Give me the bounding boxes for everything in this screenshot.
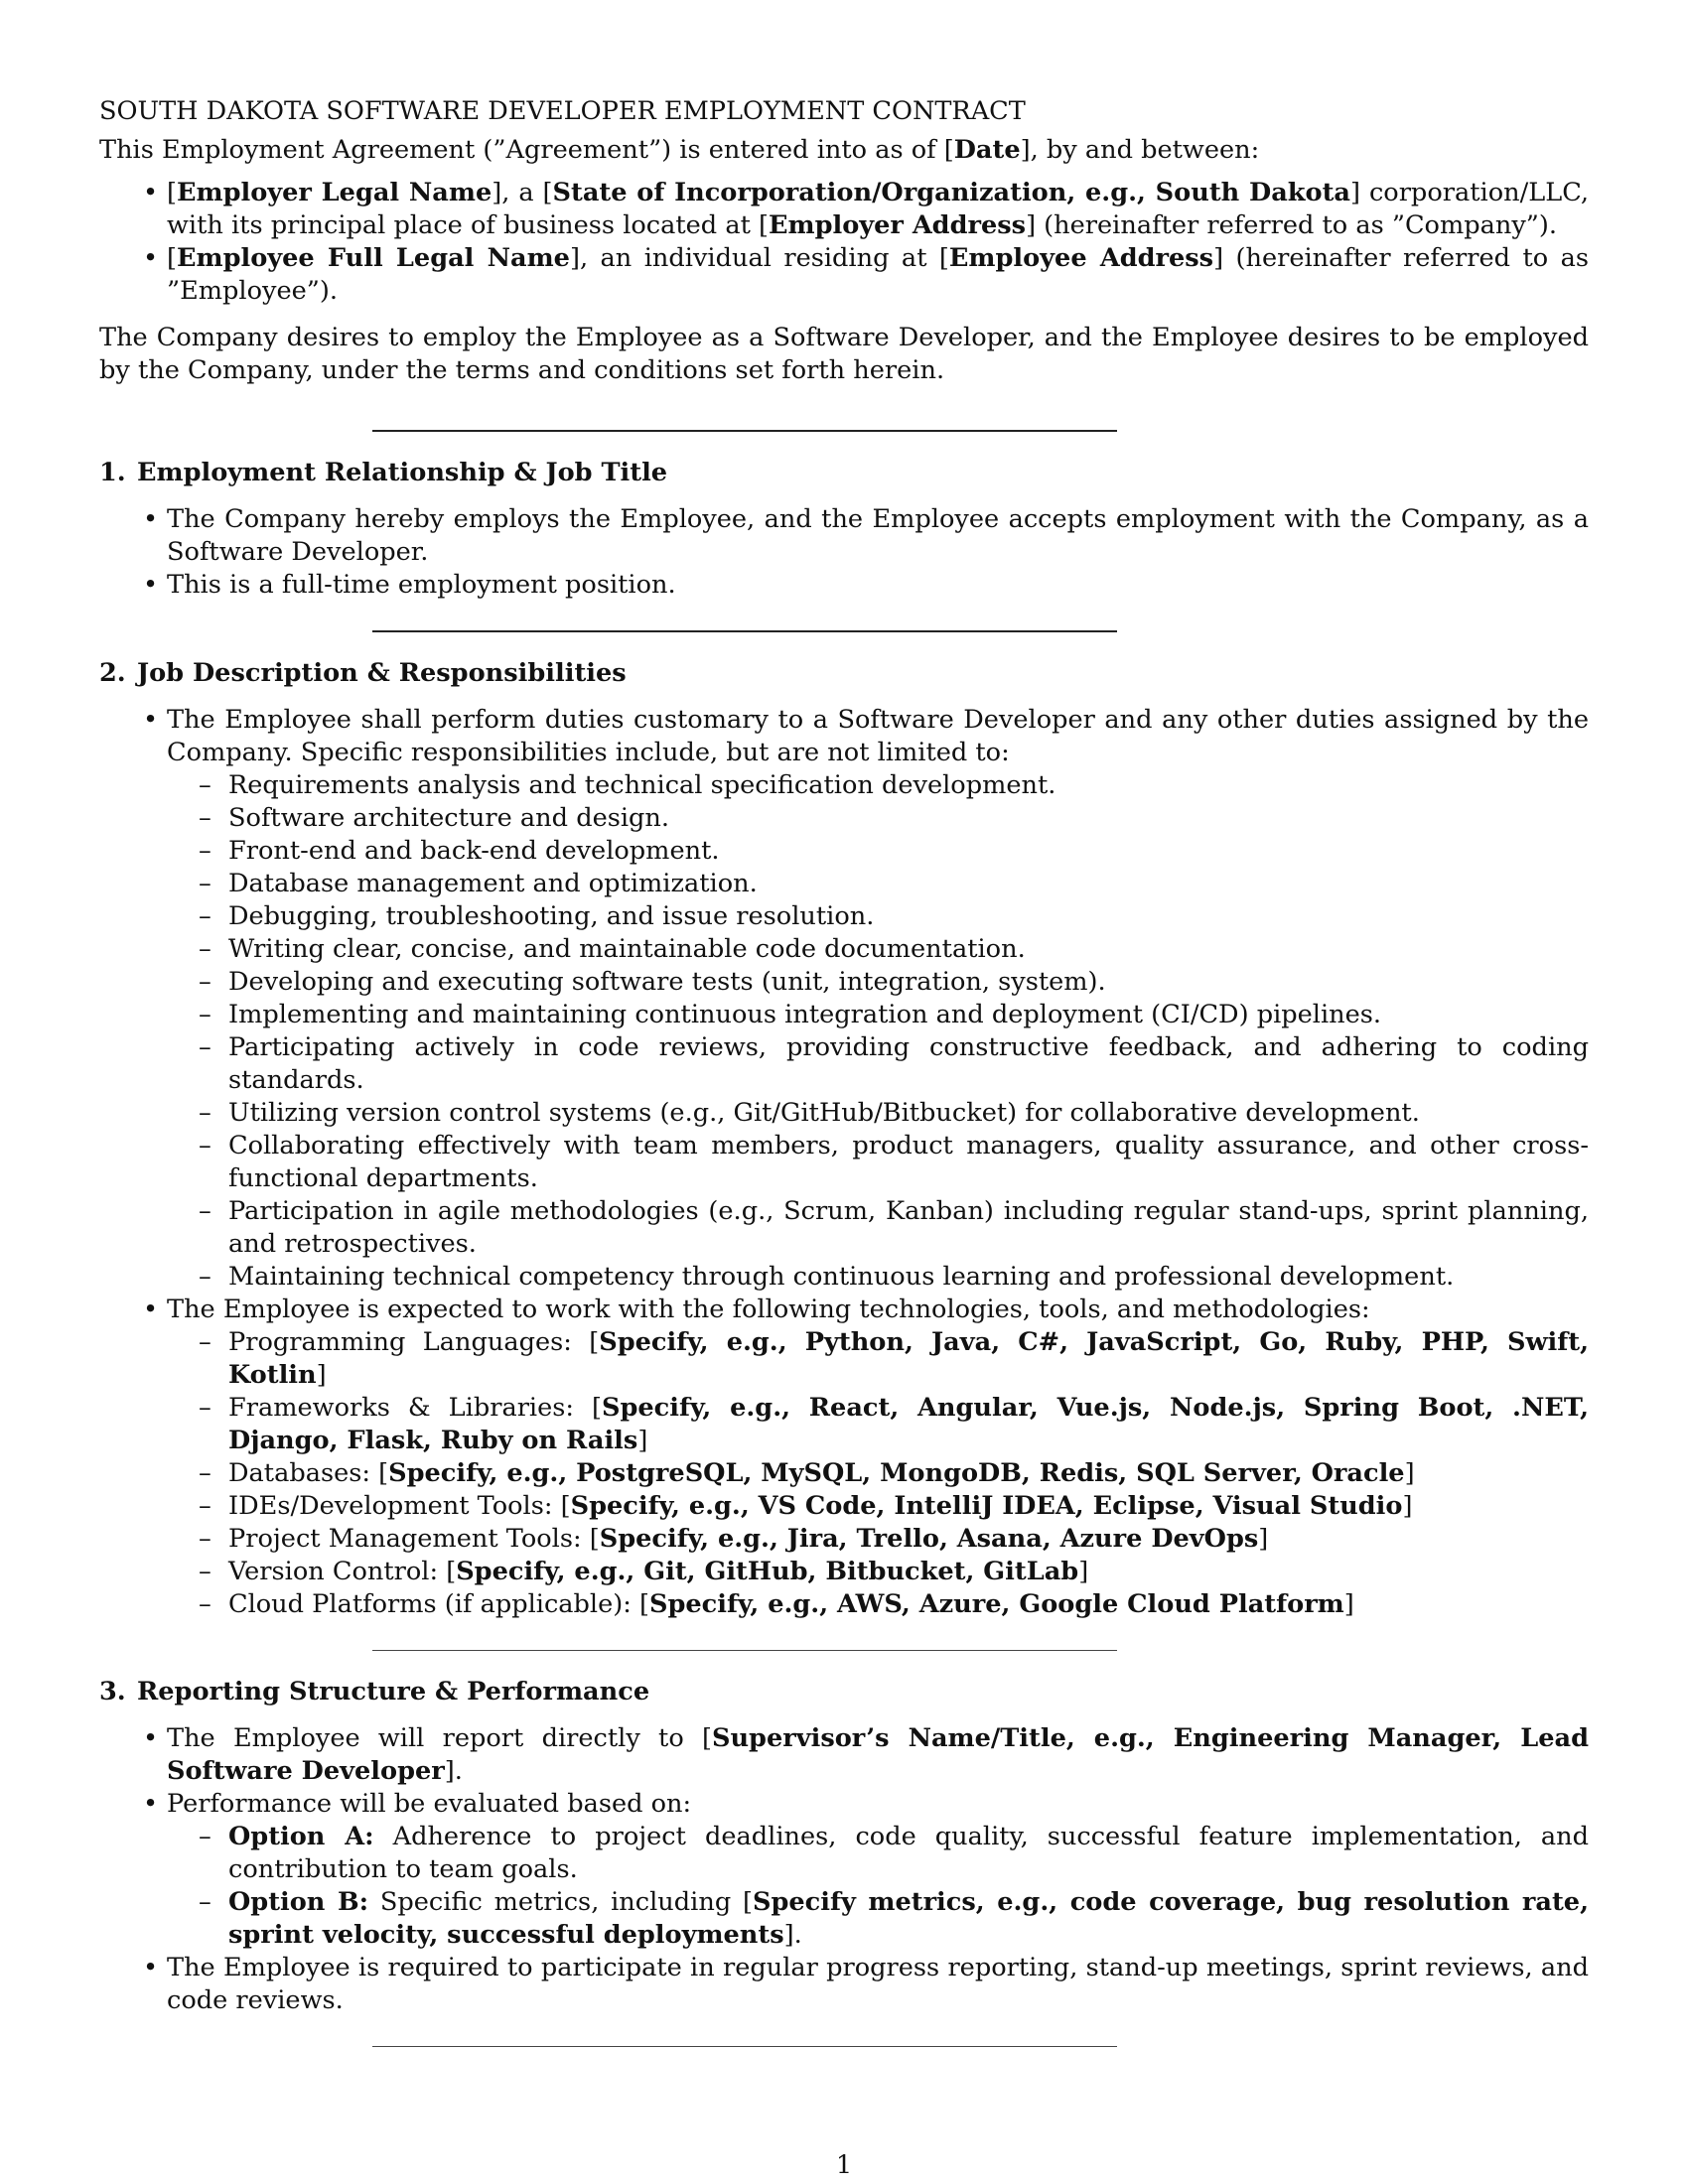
text: ], a [ (492, 178, 553, 207)
text: ] (316, 1360, 327, 1390)
metrics-placeholder: Specify metrics, e.g., code coverage, bug resolution rate, sprint velocity, successful deployments (228, 1887, 1590, 1950)
parties-list (99, 177, 1589, 308)
text: ], an individual residing at [ (569, 243, 949, 273)
section-divider (372, 430, 1117, 432)
employee-name-placeholder: Employee Full Legal Name (177, 243, 570, 273)
section-title: Employment Relationship & Job Title (137, 458, 668, 487)
duties-intro: The Employee shall perform duties customary to a Software Developer and any other duties assigned by the Company. Specific responsibilities include, but are not limited to: (167, 705, 1589, 767)
list-item: – Developing and executing software tests (unit, integration, system). (228, 966, 1589, 999)
list-item: – Maintaining technical competency through continuous learning and professional development. (228, 1261, 1589, 1294)
text: ] (1078, 1557, 1089, 1586)
section-number: 3. (99, 1677, 126, 1706)
section-number: 2. (99, 658, 126, 688)
tech-placeholder: Specify, e.g., Git, GitHub, Bitbucket, GitLab (456, 1557, 1079, 1586)
list-item: – Collaborating effectively with team members, product managers, quality assurance, and other cross-functional departments. (228, 1130, 1589, 1195)
text: ] (hereinafter referred to as ”Company”). (1026, 210, 1558, 240)
option-label: Option B: (228, 1887, 369, 1917)
text: [ (167, 178, 177, 207)
tech-frameworks (228, 1392, 1589, 1457)
section-number: 1. (99, 458, 126, 487)
list-item: • The Employee is required to participate in regular progress reporting, stand-up meetings, sprint reviews, and code reviews. (167, 1952, 1589, 2017)
list-item: – Participation in agile methodologies (e.g., Scrum, Kanban) including regular stand-ups, sprint planning, and retrospectives. (228, 1195, 1589, 1261)
party-employee (167, 242, 1589, 308)
text: ] (1402, 1491, 1413, 1521)
employer-name-placeholder: Employer Legal Name (177, 178, 492, 207)
section-3-heading (99, 1676, 1589, 1708)
performance-item (167, 1788, 1589, 1952)
tech-placeholder: Specify, e.g., VS Code, IntelliJ IDEA, Eclipse, Visual Studio (570, 1491, 1403, 1521)
text: [ (167, 243, 177, 273)
section-2-list (99, 704, 1589, 1621)
performance-intro: Performance will be evaluated based on: (167, 1789, 692, 1819)
employee-address-placeholder: Employee Address (948, 243, 1214, 273)
reporting-item (167, 1722, 1589, 1788)
text: ] (1343, 1589, 1354, 1619)
tech-label: Cloud Platforms (if applicable): [ (228, 1589, 649, 1619)
tech-placeholder: Specify, e.g., React, Angular, Vue.js, Node.js, Spring Boot, .NET, Django, Flask, Ruby on Rails (228, 1393, 1589, 1455)
tech-placeholder: Specify, e.g., AWS, Azure, Google Cloud Platform (649, 1589, 1344, 1619)
list-item: – Front-end and back-end development. (228, 835, 1589, 868)
text: ]. (783, 1920, 802, 1950)
list-item: • The Company hereby employs the Employee, and the Employee accepts employment with the Company, as a Software Developer. (167, 503, 1589, 569)
text: ] (1258, 1524, 1269, 1554)
tech-label: Programming Languages: [ (228, 1327, 600, 1357)
tech-label: Project Management Tools: [ (228, 1524, 600, 1554)
tech-label: Version Control: [ (228, 1557, 457, 1586)
list-item: – Utilizing version control systems (e.g., Git/GitHub/Bitbucket) for collaborative development. (228, 1097, 1589, 1130)
supervisor-placeholder: Supervisor’s Name/Title, e.g., Engineering Manager, Lead Software Developer (167, 1723, 1589, 1786)
list-item: – Writing clear, concise, and maintainable code documentation. (228, 933, 1589, 966)
tech-placeholder: Specify, e.g., Jira, Trello, Asana, Azure DevOps (599, 1524, 1259, 1554)
tech-cloud (228, 1588, 1589, 1621)
section-divider (372, 2046, 1117, 2047)
list-item: – Software architecture and design. (228, 802, 1589, 835)
tech-placeholder: Specify, e.g., Python, Java, C#, JavaScript, Go, Ruby, PHP, Swift, Kotlin (228, 1327, 1589, 1390)
employer-address-placeholder: Employer Address (769, 210, 1027, 240)
list-item: – Participating actively in code reviews, providing constructive feedback, and adhering to coding standards. (228, 1031, 1589, 1097)
tech-intro: The Employee is expected to work with the following technologies, tools, and methodologies: (167, 1295, 1370, 1324)
duties-item (167, 704, 1589, 1294)
intro-paragraph (99, 134, 1589, 167)
tech-placeholder: Specify, e.g., PostgreSQL, MySQL, MongoDB, Redis, SQL Server, Oracle (388, 1458, 1405, 1488)
intro-text-end: ], by and between: (1020, 135, 1260, 165)
party-employer (167, 177, 1589, 242)
intro-text: This Employment Agreement (”Agreement”) is entered into as of [ (99, 135, 954, 165)
contract-page (99, 95, 1589, 2072)
tech-item (167, 1294, 1589, 1621)
section-divider (372, 630, 1117, 632)
duties-list (167, 769, 1589, 1294)
section-1-heading (99, 457, 1589, 489)
section-1-list (99, 503, 1589, 602)
section-divider (372, 1650, 1117, 1651)
option-a (228, 1821, 1589, 1886)
option-text: Specific metrics, including [ (368, 1887, 753, 1917)
tech-languages (228, 1326, 1589, 1392)
tech-version-control (228, 1556, 1589, 1588)
text: ] (637, 1426, 648, 1455)
option-label: Option A: (228, 1822, 374, 1851)
document-title: SOUTH DAKOTA SOFTWARE DEVELOPER EMPLOYMENT CONTRACT (99, 96, 1026, 126)
list-item: – Database management and optimization. (228, 868, 1589, 900)
list-item: – Implementing and maintaining continuous integration and deployment (CI/CD) pipelines. (228, 999, 1589, 1031)
section-2-heading (99, 657, 1589, 690)
list-item: – Requirements analysis and technical specification development. (228, 769, 1589, 802)
section-title: Job Description & Responsibilities (137, 658, 627, 688)
list-item: • This is a full-time employment position. (167, 569, 1589, 602)
text: ]. (444, 1756, 463, 1786)
date-placeholder: Date (953, 135, 1021, 165)
performance-options (167, 1821, 1589, 1952)
state-placeholder: State of Incorporation/Organization, e.g., South Dakota (552, 178, 1350, 207)
tech-pm-tools (228, 1523, 1589, 1556)
list-item: – Debugging, troubleshooting, and issue resolution. (228, 900, 1589, 933)
option-text: Adherence to project deadlines, code quality, successful feature implementation, and contribution to team goals. (228, 1822, 1589, 1884)
section-3-list (99, 1722, 1589, 2017)
text: ] (hereinafter referred to as ”Employee”). (167, 243, 1589, 306)
tech-label: IDEs/Development Tools: [ (228, 1491, 571, 1521)
page-number: 1 (835, 2150, 853, 2180)
section-title: Reporting Structure & Performance (137, 1677, 650, 1706)
tech-databases (228, 1457, 1589, 1490)
tech-list (167, 1326, 1589, 1621)
tech-label: Frameworks & Libraries: [ (228, 1393, 603, 1423)
option-b (228, 1886, 1589, 1952)
text: The Employee will report directly to [ (167, 1723, 712, 1753)
text: ] corporation/LLC, with its principal place of business located at [ (167, 178, 1590, 240)
purpose-paragraph: The Company desires to employ the Employee as a Software Developer, and the Employee desires to be employed by the Company, under the terms and conditions set forth herein. (99, 323, 1589, 385)
text: ] (1404, 1458, 1415, 1488)
tech-ides (228, 1490, 1589, 1523)
tech-label: Databases: [ (228, 1458, 389, 1488)
